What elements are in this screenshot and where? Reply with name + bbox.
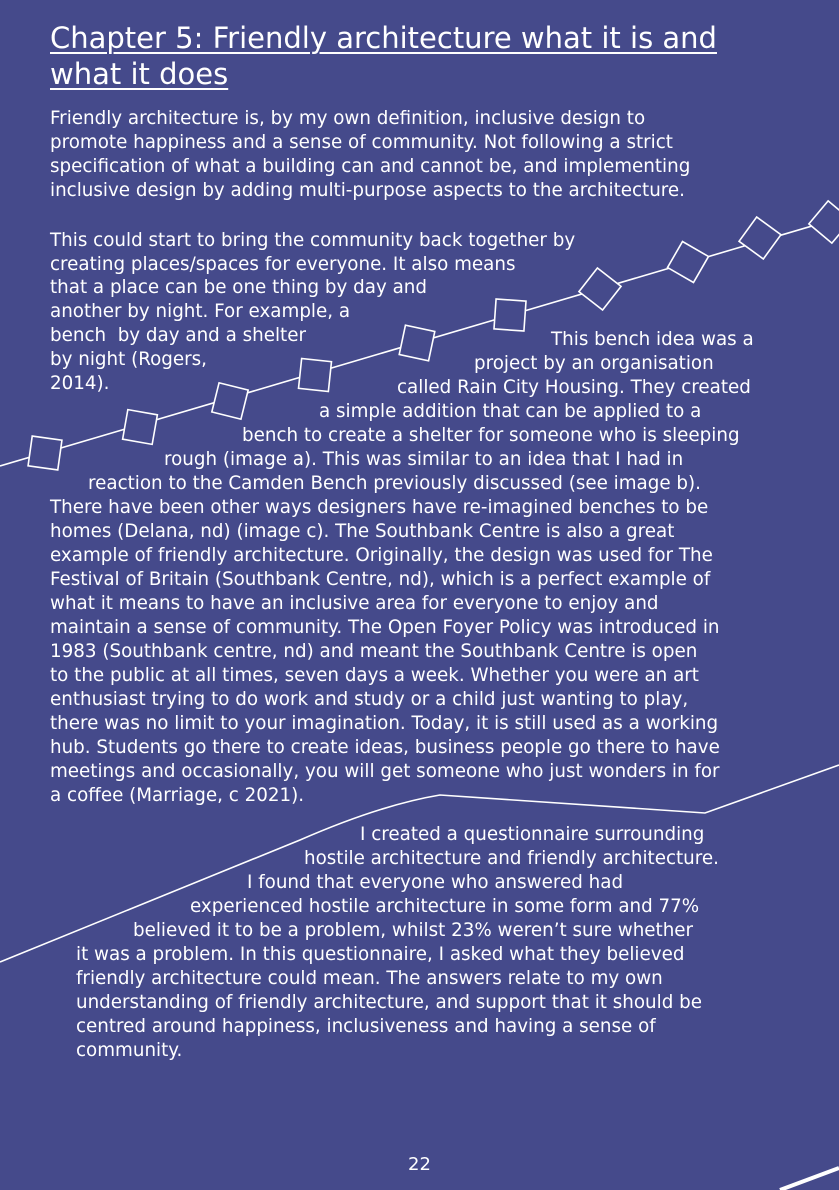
paragraph-4-line: experienced hostile architecture in some form and 77%: [190, 896, 700, 917]
diamond-shape: [28, 436, 62, 470]
chapter-title-line-1: Chapter 5: Friendly architecture what it is and: [50, 21, 717, 55]
paragraph-1-line: inclusive design by adding multi-purpose aspects to the architecture.: [50, 180, 685, 201]
paragraph-2-line: by night (Rogers,: [50, 349, 207, 370]
paragraph-3-line: There have been other ways designers have re-imagined benches to be: [50, 497, 709, 518]
paragraph-2-line: creating places/spaces for everyone. It also means: [50, 254, 516, 275]
diamond-shape: [299, 359, 332, 392]
paragraph-3-line: Festival of Britain (Southbank Centre, nd), which is a perfect example of: [50, 569, 711, 590]
paragraph-3-line: a coffee (Marriage, c 2021).: [50, 785, 305, 806]
diamond-shape: [123, 410, 158, 445]
diamond-shape: [494, 299, 526, 331]
diamond-shape: [739, 217, 781, 259]
paragraph-3-line: example of friendly architecture. Originally, the design was used for The: [50, 545, 713, 566]
paragraph-3-line: This bench idea was a: [551, 329, 754, 350]
paragraph-3-line: homes (Delana, nd) (image c). The Southbank Centre is also a great: [50, 521, 675, 542]
paragraph-3-line: meetings and occasionally, you will get someone who just wonders in for: [50, 761, 720, 782]
paragraph-3-line: called Rain City Housing. They created: [397, 377, 751, 398]
paragraph-4-line: hostile architecture and friendly architecture.: [304, 848, 719, 869]
paragraph-1-line: promote happiness and a sense of community. Not following a strict: [50, 132, 673, 153]
paragraph-3-line: rough (image a). This was similar to an idea that I had in: [164, 449, 684, 470]
diamond-shape: [212, 383, 248, 419]
paragraph-1-line: Friendly architecture is, by my own definition, inclusive design to: [50, 108, 646, 129]
paragraph-2-line: 2014).: [50, 373, 110, 394]
diamond-shape: [809, 201, 839, 243]
paragraph-3-line: hub. Students go there to create ideas, business people go there to have: [50, 737, 720, 758]
paragraph-1-line: specification of what a building can and cannot be, and implementing: [50, 156, 691, 177]
paragraph-4-line: understanding of friendly architecture, and support that it should be: [76, 992, 702, 1013]
paragraph-2-line: This could start to bring the community back together by: [50, 230, 576, 251]
page-number: 22: [408, 1154, 431, 1175]
paragraph-2-line: bench by day and a shelter: [50, 325, 306, 346]
paragraph-3-line: maintain a sense of community. The Open Foyer Policy was introduced in: [50, 617, 720, 638]
paragraph-4-line: it was a problem. In this questionnaire, I asked what they believed: [76, 944, 685, 965]
paragraph-4-line: centred around happiness, inclusiveness and having a sense of: [76, 1016, 656, 1037]
paragraph-2-line: another by night. For example, a: [50, 301, 351, 322]
paragraph-3-line: project by an organisation: [474, 353, 714, 374]
paragraph-3-line: there was no limit to your imagination. Today, it is still used as a working: [50, 713, 719, 734]
paragraph-2-line: that a place can be one thing by day and: [50, 277, 427, 298]
chapter-title: [50, 20, 810, 92]
paragraph-3-line: a simple addition that can be applied to a: [319, 401, 702, 422]
diamond-shape: [399, 325, 435, 361]
paragraph-4-line: I created a questionnaire surrounding: [360, 824, 705, 845]
diamond-shape: [579, 268, 621, 310]
paragraph-3-line: to the public at all times, seven days a week. Whether you were an art: [50, 665, 699, 686]
paragraph-3-line: what it means to have an inclusive area for everyone to enjoy and: [50, 593, 659, 614]
diamond-shape: [668, 242, 709, 283]
paragraph-3-line: 1983 (Southbank centre, nd) and meant the Southbank Centre is open: [50, 641, 698, 662]
paragraph-3-line: reaction to the Camden Bench previously discussed (see image b).: [88, 473, 701, 494]
paragraph-4-line: community.: [76, 1040, 183, 1061]
chapter-title-line-2: what it does: [50, 57, 229, 91]
paragraph-4-line: I found that everyone who answered had: [247, 872, 624, 893]
paragraph-4-line: friendly architecture could mean. The answers relate to my own: [76, 968, 663, 989]
paragraph-4-line: believed it to be a problem, whilst 23% weren’t sure whether: [133, 920, 694, 941]
paragraph-3-line: bench to create a shelter for someone who is sleeping: [242, 425, 740, 446]
paragraph-3-line: enthusiast trying to do work and study or a child just wanting to play,: [50, 689, 689, 710]
